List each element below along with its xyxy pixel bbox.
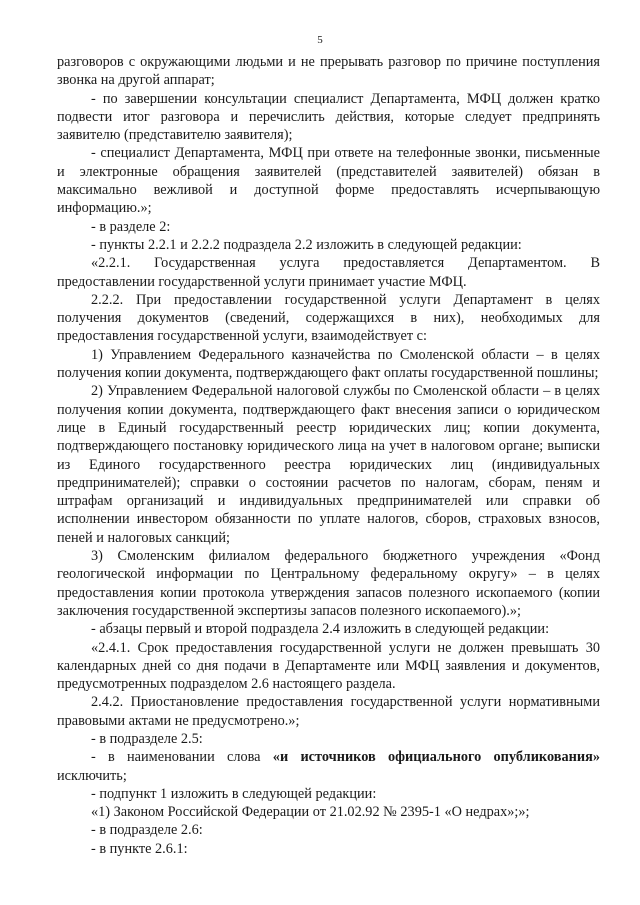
paragraph: «2.2.1. Государственная услуга предоставляется Департаментом. В предоставлении государственной услуги принимает участие МФЦ. [57,255,600,290]
document-body [57,53,600,858]
bold-phrase: «и источников официального опубликования» [272,749,601,766]
paragraph: 2) Управлением Федеральной налоговой службы по Смоленской области – в целях получения копии документа, подтверждающего факт внесения записи о юридическом лице в Единый государственный реестр юридических лиц; копии документа, подтверждающего постановку юридического лица на учет в налоговом органе; выписки из Единого государственного реестра юридических лиц (индивидуальных предпринимателей); справки о состоянии расчетов по налогам, сборам, пеням и штрафам организаций и индивидуальных предпринимателей или справки об исполнении инвестором обязанности по уплате налогов, сборов, страховых взносов, пеней и налоговых санкций; [57,383,600,546]
paragraph: - в подразделе 2.6: [91,822,203,839]
paragraph [57,748,600,785]
paragraph: - абзацы первый и второй подраздела 2.4 изложить в следующей редакции: [91,621,550,638]
paragraph-text: исключить; [57,767,127,784]
paragraph: - в подразделе 2.5: [91,730,203,747]
paragraph-text: - в наименовании слова [91,749,273,766]
page-number: 5 [317,34,323,46]
paragraph: 2.4.2. Приостановление предоставления государственной услуги нормативными правовыми актами не предусмотрено.»; [57,694,600,729]
paragraph: «1) Законом Российской Федерации от 21.02.92 № 2395-1 «О недрах»;»; [91,804,530,821]
paragraph: - подпункт 1 изложить в следующей редакции: [91,785,377,802]
paragraph: разговоров с окружающими людьми и не прерывать разговор по причине поступления звонка на другой аппарат; [57,54,600,89]
paragraph: 2.2.2. При предоставлении государственной услуги Департамент в целях получения документов (сведений, содержащихся в них), необходимых для предоставления государственной услуги, взаимодействует с: [57,291,600,345]
paragraph: 1) Управлением Федерального казначейства по Смоленской области – в целях получения копии документа, подтверждающего факт оплаты государственной пошлины; [57,346,600,382]
paragraph: - пункты 2.2.1 и 2.2.2 подраздела 2.2 изложить в следующей редакции: [91,236,522,253]
paragraph: - в пункте 2.6.1: [91,840,188,857]
paragraph: - по завершении консультации специалист Департамента, МФЦ должен кратко подвести итог разговора и перечислить действия, которые следует предпринять заявителю (представителю заявителя); [57,90,600,144]
paragraph: - специалист Департамента, МФЦ при ответе на телефонные звонки, письменные и электронные обращения заявителей (представителей заявителей) обязан в максимально вежливой и доступной форме предоставлять исчерпывающую информацию.»; [57,145,600,217]
paragraph: «2.4.1. Срок предоставления государственной услуги не должен превышать 30 календарных дней со дня подачи в Департаменте или МФЦ заявления и документов, предусмотренных подразделом 2.6 настоящего раздела. [57,639,600,693]
paragraph: 3) Смоленским филиалом федерального бюджетного учреждения «Фонд геологической информации по Центральному федеральному округу» – в целях предоставления копии протокола утверждения запасов полезного ископаемого (копии заключения государственной экспертизы запасов полезного ископаемого).»; [57,548,600,619]
paragraph: - в разделе 2: [91,218,171,235]
